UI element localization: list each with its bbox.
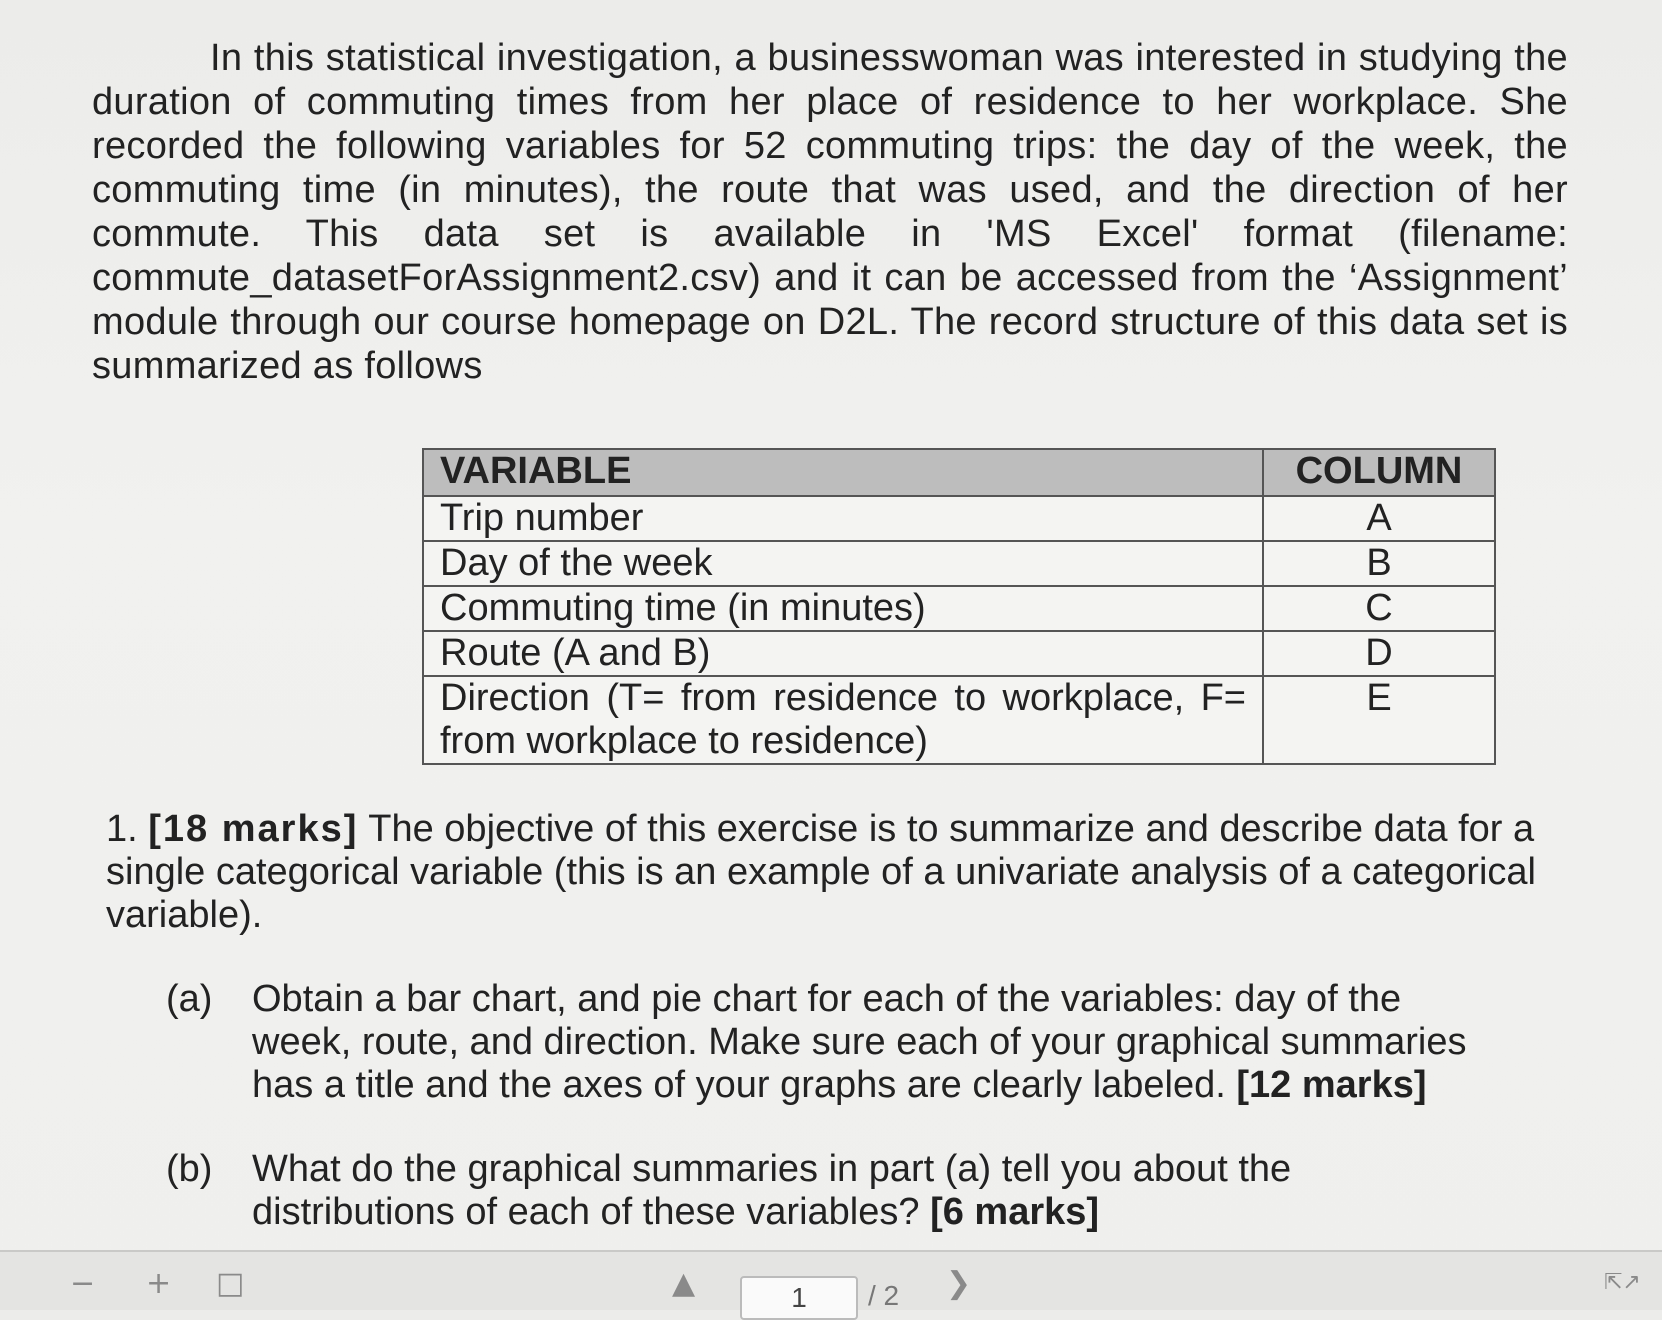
row-variable: Commuting time (in minutes) — [423, 586, 1263, 631]
row-column: D — [1263, 631, 1495, 676]
part-b-text: What do the graphical summaries in part (a) tell you about the distributions of each of these variables? — [252, 1148, 1292, 1233]
total-pages: / 2 — [868, 1280, 900, 1311]
part-a-body — [252, 978, 1492, 1107]
question-1 — [106, 808, 1558, 937]
bookmark-icon[interactable]: ❯ — [946, 1266, 972, 1301]
part-b-body — [252, 1148, 1492, 1234]
expand-icon[interactable]: ⇱↗ — [1604, 1270, 1641, 1295]
up-arrow-icon[interactable]: ▲ — [672, 1266, 696, 1301]
table-row — [423, 496, 1495, 541]
fit-page-icon[interactable]: □ — [216, 1266, 245, 1301]
question-marks: [18 marks] — [148, 808, 359, 850]
row-column: B — [1263, 541, 1495, 586]
row-variable: Day of the week — [423, 541, 1263, 586]
table-row — [423, 586, 1495, 631]
plus-icon[interactable]: + — [146, 1266, 172, 1301]
part-b-label: (b) — [166, 1148, 213, 1190]
part-a-text: Obtain a bar chart, and pie chart for each of the variables: day of the week, route, and direction. Make sure each of your graphical summaries has a title and the axes of your graphs are clearly labeled. — [252, 978, 1467, 1106]
current-page-input[interactable]: 1 — [740, 1276, 858, 1320]
minus-icon[interactable]: − — [70, 1266, 96, 1301]
row-variable: Trip number — [423, 496, 1263, 541]
table-row — [423, 541, 1495, 586]
part-b-marks: [6 marks] — [930, 1191, 1100, 1233]
table-header-row — [423, 449, 1495, 496]
table-row — [423, 631, 1495, 676]
header-column: COLUMN — [1263, 449, 1495, 496]
row-column: A — [1263, 496, 1495, 541]
row-column: E — [1263, 676, 1495, 764]
header-variable: VARIABLE — [423, 449, 1263, 496]
intro-paragraph: In this statistical investigation, a businesswoman was interested in studying the duration of commuting times from her place of residence to her workplace. She recorded the following variables for 52 commuting trips: the day of the week, the commuting time (in minutes), the route that was used, and the direction of her commute. This data set is available in 'MS Excel' format (filename: commute_datasetForAssignment2.csv) and it can be accessed from the ‘Assignment’ module through our course homepage on D2L. The record structure of this data set is summarized as follows — [92, 37, 1568, 387]
question-number: 1. — [106, 808, 138, 850]
viewer-toolbar — [0, 1250, 1662, 1313]
row-variable: Route (A and B) — [423, 631, 1263, 676]
row-variable: Direction (T= from residence to workplace, F= from workplace to residence) — [423, 676, 1263, 764]
question-text: The objective of this exercise is to summarize and describe data for a single categorical variable (this is an example of a univariate analysis of a categorical variable). — [106, 808, 1536, 936]
part-a-marks: [12 marks] — [1236, 1064, 1427, 1106]
table-row — [423, 676, 1495, 764]
part-a-label: (a) — [166, 978, 213, 1020]
row-column: C — [1263, 586, 1495, 631]
record-structure-table — [422, 448, 1496, 765]
